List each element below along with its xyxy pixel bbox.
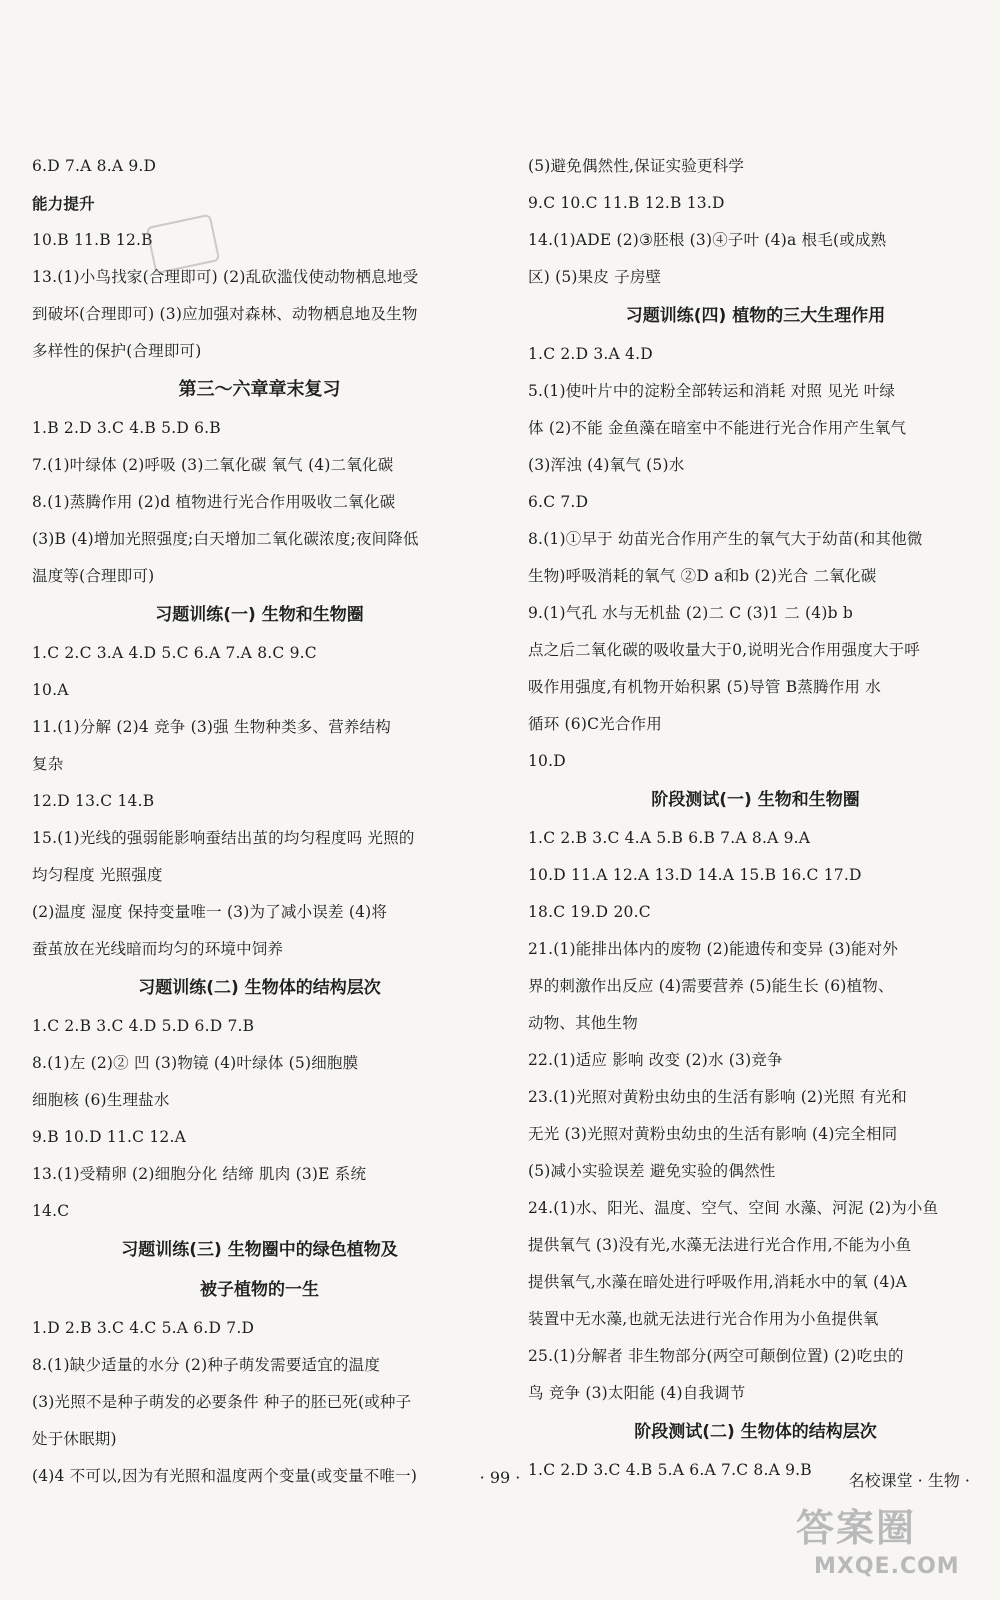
answer-line: 无光 (3)光照对黄粉虫幼虫的生活有影响 (4)完全相同 <box>528 1125 898 1143</box>
answer-line: 均匀程度 光照强度 <box>32 866 163 884</box>
answer-line: 13.(1)受精卵 (2)细胞分化 结缔 肌肉 (3)E 系统 <box>32 1165 367 1183</box>
answer-line: 14.C <box>32 1202 70 1220</box>
answer-line: 6.D 7.A 8.A 9.D <box>32 157 157 175</box>
answer-line: 界的刺激作出反应 (4)需要营养 (5)能生长 (6)植物、 <box>528 977 894 995</box>
answer-line: 13.(1)小鸟找家(合理即可) (2)乱砍滥伐使动物栖息地受 <box>32 268 419 286</box>
answer-line: 10.B 11.B 12.B <box>32 231 153 249</box>
section-heading: 习题训练(三) 生物圈中的绿色植物及 <box>121 1240 398 1260</box>
answer-line: (3)光照不是种子萌发的必要条件 种子的胚已死(或种子 <box>32 1393 412 1411</box>
section-heading: 习题训练(四) 植物的三大生理作用 <box>625 306 886 326</box>
answer-line: 蚕茧放在光线暗而均匀的环境中饲养 <box>32 940 284 958</box>
answer-line: 1.B 2.D 3.C 4.B 5.D 6.B <box>32 419 221 437</box>
answer-line: 9.C 10.C 11.B 12.B 13.D <box>528 194 725 212</box>
answer-line: 12.D 13.C 14.B <box>32 792 155 810</box>
answer-line: 体 (2)不能 金鱼藻在暗室中不能进行光合作用产生氧气 <box>528 419 907 437</box>
answer-line: 提供氧气,水藻在暗处进行呼吸作用,消耗水中的氧 (4)A <box>528 1273 908 1291</box>
answer-line: 10.D 11.A 12.A 13.D 14.A 15.B 16.C 17.D <box>528 866 862 884</box>
answer-line: 吸作用强度,有机物开始积累 (5)导管 B蒸腾作用 水 <box>528 678 881 696</box>
answer-line: 10.A <box>32 681 69 699</box>
answer-line: 5.(1)使叶片中的淀粉全部转运和消耗 对照 见光 叶绿 <box>528 382 896 400</box>
answer-line: 9.B 10.D 11.C 12.A <box>32 1128 186 1146</box>
answer-line: 21.(1)能排出体内的废物 (2)能遗传和变异 (3)能对外 <box>528 940 899 958</box>
answer-line: 细胞核 (6)生理盐水 <box>32 1091 170 1109</box>
answer-line: 到破坏(合理即可) (3)应加强对森林、动物栖息地及生物 <box>32 305 418 323</box>
answer-line: 提供氧气 (3)没有光,水藻无法进行光合作用,不能为小鱼 <box>528 1236 912 1254</box>
answer-line: 10.D <box>528 752 566 770</box>
answer-line: 9.(1)气孔 水与无机盐 (2)二 C (3)1 二 (4)b b <box>528 604 853 622</box>
answer-line: 循环 (6)C光合作用 <box>528 715 662 733</box>
section-heading: 习题训练(二) 生物体的结构层次 <box>138 978 381 998</box>
answer-line: 15.(1)光线的强弱能影响蚕结出茧的均匀程度吗 光照的 <box>32 829 415 847</box>
right-column <box>528 148 983 1489</box>
answer-line: 18.C 19.D 20.C <box>528 903 651 921</box>
answer-line: 8.(1)左 (2)② 凹 (3)物镜 (4)叶绿体 (5)细胞膜 <box>32 1054 359 1072</box>
answer-line: 7.(1)叶绿体 (2)呼吸 (3)二氧化碳 氧气 (4)二氧化碳 <box>32 456 394 474</box>
answer-line: 1.C 2.B 3.C 4.A 5.B 6.B 7.A 8.A 9.A <box>528 829 811 847</box>
answer-line: (3)浑浊 (4)氧气 (5)水 <box>528 456 685 474</box>
answer-line: 1.C 2.C 3.A 4.D 5.C 6.A 7.A 8.C 9.C <box>32 644 317 662</box>
watermark-text: 答案圈 <box>796 1506 917 1550</box>
section-heading: 阶段测试(一) 生物和生物圈 <box>651 790 860 810</box>
answer-line: (5)避免偶然性,保证实验更科学 <box>528 157 745 175</box>
left-column <box>32 148 487 1495</box>
answer-line: 鸟 竞争 (3)太阳能 (4)自我调节 <box>528 1384 746 1402</box>
answer-line: 8.(1)①早于 幼苗光合作用产生的氧气大于幼苗(和其他微 <box>528 530 923 548</box>
answer-line: 动物、其他生物 <box>528 1014 638 1032</box>
answer-line: (3)B (4)增加光照强度;白天增加二氧化碳浓度;夜间降低 <box>32 530 419 548</box>
answer-line: 1.C 2.D 3.A 4.D <box>528 345 653 363</box>
answer-line: 多样性的保护(合理即可) <box>32 342 202 360</box>
answer-line: 22.(1)适应 影响 改变 (2)水 (3)竞争 <box>528 1051 783 1069</box>
answer-line: 8.(1)蒸腾作用 (2)d 植物进行光合作用吸收二氧化碳 <box>32 493 396 511</box>
section-heading: 被子植物的一生 <box>200 1280 319 1300</box>
answer-line: 24.(1)水、阳光、温度、空气、空间 水藻、河泥 (2)为小鱼 <box>528 1199 939 1217</box>
section-heading: 第三～六章章末复习 <box>178 379 341 400</box>
answer-line: 生物)呼吸消耗的氧气 ②D a和b (2)光合 二氧化碳 <box>528 567 877 585</box>
answer-line: 温度等(合理即可) <box>32 567 155 585</box>
answer-line: 点之后二氧化碳的吸收量大于0,说明光合作用强度大于呼 <box>528 641 920 659</box>
subsection-label: 能力提升 <box>32 194 95 213</box>
answer-line: 8.(1)缺少适量的水分 (2)种子萌发需要适宜的温度 <box>32 1356 381 1374</box>
answer-line: 装置中无水藻,也就无法进行光合作用为小鱼提供氧 <box>528 1310 879 1328</box>
book-title: 名校课堂 · 生物 · <box>848 1471 970 1490</box>
answer-line: (5)减小实验误差 避免实验的偶然性 <box>528 1162 776 1180</box>
answer-line: 区) (5)果皮 子房壁 <box>528 268 662 286</box>
answer-line: 复杂 <box>32 755 64 773</box>
answer-line: 1.C 2.B 3.C 4.D 5.D 6.D 7.B <box>32 1017 255 1035</box>
answer-line: 14.(1)ADE (2)③胚根 (3)④子叶 (4)a 根毛(或成熟 <box>528 231 887 249</box>
answer-line: 11.(1)分解 (2)4 竞争 (3)强 生物种类多、营养结构 <box>32 718 391 736</box>
answer-line: 6.C 7.D <box>528 493 589 511</box>
watermark-url: MXQE.COM <box>814 1554 960 1579</box>
answer-line: (4)4 不可以,因为有光照和温度两个变量(或变量不唯一) <box>32 1467 418 1485</box>
answer-line: 1.D 2.B 3.C 4.C 5.A 6.D 7.D <box>32 1319 255 1337</box>
answer-line: 处于休眠期) <box>32 1430 117 1448</box>
section-heading: 阶段测试(二) 生物体的结构层次 <box>634 1422 877 1442</box>
watermark-logo <box>796 1504 966 1584</box>
section-heading: 习题训练(一) 生物和生物圈 <box>155 605 364 625</box>
page-number: · 99 · <box>479 1468 521 1487</box>
answer-line: (2)温度 湿度 保持变量唯一 (3)为了减小误差 (4)将 <box>32 903 388 921</box>
answer-line: 1.C 2.D 3.C 4.B 5.A 6.A 7.C 8.A 9.B <box>528 1461 812 1479</box>
answer-line: 23.(1)光照对黄粉虫幼虫的生活有影响 (2)光照 有光和 <box>528 1088 907 1106</box>
answer-line: 25.(1)分解者 非生物部分(两空可颠倒位置) (2)吃虫的 <box>528 1347 904 1365</box>
